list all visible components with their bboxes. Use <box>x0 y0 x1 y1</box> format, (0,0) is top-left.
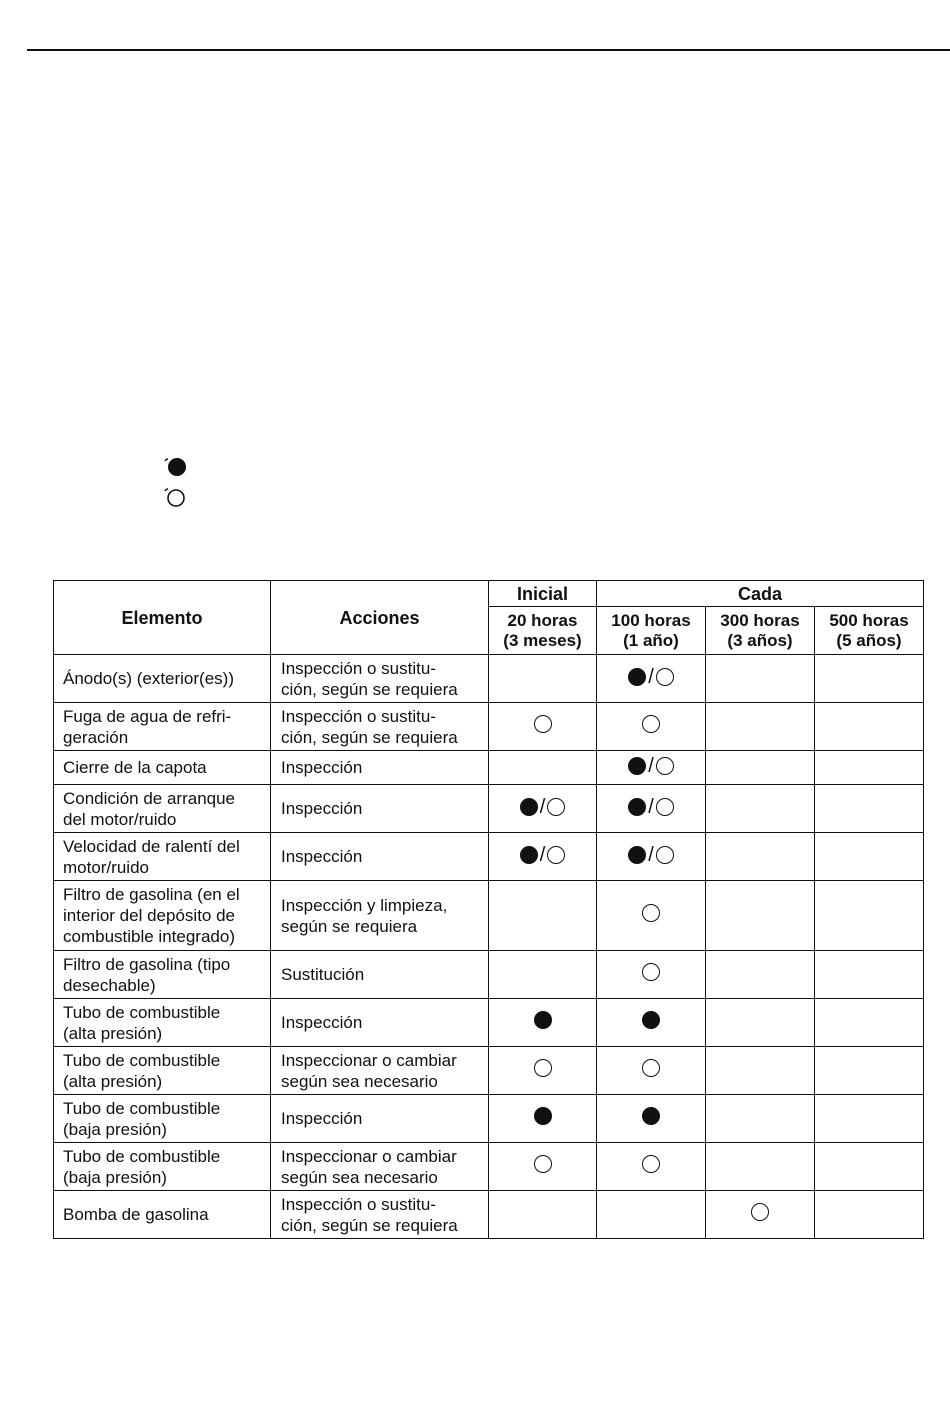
maintenance-table <box>53 580 924 1239</box>
cell-action: Inspección y limpieza, según se requiera <box>271 881 489 951</box>
cell-mark <box>815 999 924 1047</box>
cell-mark <box>597 785 706 833</box>
table-row <box>54 951 924 999</box>
cell-mark <box>489 999 597 1047</box>
cell-mark <box>815 751 924 785</box>
header-initial: Inicial <box>489 581 597 607</box>
slash-separator: / <box>648 665 654 688</box>
cell-mark <box>706 881 815 951</box>
slash-separator: / <box>539 843 546 866</box>
cell-mark <box>815 703 924 751</box>
cell-mark <box>597 1095 706 1143</box>
cell-mark <box>706 785 815 833</box>
empty-circle-icon <box>642 715 660 733</box>
cell-mark <box>815 1095 924 1143</box>
cell-mark <box>597 655 706 703</box>
cell-action: Inspección <box>271 785 489 833</box>
cell-mark <box>597 1143 706 1191</box>
filled-circle-icon <box>628 668 646 686</box>
cell-mark <box>815 951 924 999</box>
empty-circle-icon <box>160 485 190 509</box>
cell-action: Inspección o sustitu- ción, según se requiera <box>271 655 489 703</box>
empty-circle-icon <box>642 963 660 981</box>
filled-circle-icon <box>534 1107 552 1125</box>
table-row <box>54 881 924 951</box>
empty-circle-icon <box>534 1155 552 1173</box>
cell-mark <box>597 1047 706 1095</box>
cell-mark <box>489 1047 597 1095</box>
symbol-legend <box>160 452 190 512</box>
table-row <box>54 1191 924 1239</box>
empty-circle-icon <box>656 846 674 864</box>
cell-mark <box>815 1143 924 1191</box>
cell-mark <box>489 1095 597 1143</box>
cell-action: Inspeccionar o cambiar según sea necesario <box>271 1047 489 1095</box>
cell-element: Fuga de agua de refri- geración <box>54 703 271 751</box>
empty-circle-icon <box>656 757 674 775</box>
header-element: Elemento <box>54 581 271 655</box>
cell-element: Filtro de gasolina (en el interior del depósito de combustible integrado) <box>54 881 271 951</box>
cell-mark <box>489 703 597 751</box>
cell-mark <box>489 951 597 999</box>
cell-mark <box>706 1191 815 1239</box>
empty-circle-icon <box>751 1203 769 1221</box>
top-rule <box>27 49 950 51</box>
filled-circle-icon <box>628 846 646 864</box>
empty-circle-icon <box>642 1059 660 1077</box>
table-row <box>54 1047 924 1095</box>
empty-circle-icon <box>547 846 565 864</box>
cell-element: Tubo de combustible (baja presión) <box>54 1095 271 1143</box>
cell-element: Tubo de combustible (alta presión) <box>54 1047 271 1095</box>
table-row <box>54 751 924 785</box>
cell-action: Inspección <box>271 751 489 785</box>
cell-mark <box>489 881 597 951</box>
cell-element: Filtro de gasolina (tipo desechable) <box>54 951 271 999</box>
table-row <box>54 1143 924 1191</box>
legend-item-empty <box>160 482 190 512</box>
legend-item-filled <box>160 452 190 482</box>
header-period-20h: 20 horas (3 meses) <box>489 607 597 655</box>
cell-mark <box>597 833 706 881</box>
cell-mark <box>706 951 815 999</box>
cell-element: Ánodo(s) (exterior(es)) <box>54 655 271 703</box>
cell-mark <box>815 1191 924 1239</box>
filled-circle-icon <box>642 1107 660 1125</box>
table-row <box>54 1095 924 1143</box>
cell-mark <box>489 833 597 881</box>
cell-mark <box>815 833 924 881</box>
header-period-300h: 300 horas (3 años) <box>706 607 815 655</box>
cell-action: Inspección o sustitu- ción, según se requiera <box>271 703 489 751</box>
cell-mark <box>489 751 597 785</box>
header-period-500h: 500 horas (5 años) <box>815 607 924 655</box>
empty-circle-icon <box>547 798 565 816</box>
cell-action: Inspección <box>271 1095 489 1143</box>
cell-mark <box>815 785 924 833</box>
cell-mark <box>706 1143 815 1191</box>
slash-separator: / <box>648 795 654 818</box>
slash-separator: / <box>648 843 654 866</box>
empty-circle-icon <box>656 668 674 686</box>
slash-separator: / <box>539 795 546 818</box>
table-row <box>54 833 924 881</box>
cell-element: Tubo de combustible (alta presión) <box>54 999 271 1047</box>
header-actions: Acciones <box>271 581 489 655</box>
cell-element: Velocidad de ralentí del motor/ruido <box>54 833 271 881</box>
cell-mark <box>706 999 815 1047</box>
header-period-100h: 100 horas (1 año) <box>597 607 706 655</box>
cell-mark <box>597 1191 706 1239</box>
cell-action: Inspección <box>271 833 489 881</box>
cell-mark <box>597 999 706 1047</box>
filled-circle-icon <box>628 798 646 816</box>
cell-action: Inspección <box>271 999 489 1047</box>
cell-mark <box>706 751 815 785</box>
filled-circle-icon <box>534 1011 552 1029</box>
cell-mark <box>597 951 706 999</box>
cell-mark <box>706 1095 815 1143</box>
cell-mark <box>489 1143 597 1191</box>
cell-mark <box>597 751 706 785</box>
empty-circle-icon <box>642 1155 660 1173</box>
cell-mark <box>489 1191 597 1239</box>
slash-separator: / <box>648 754 654 777</box>
table-row <box>54 999 924 1047</box>
cell-action: Sustitución <box>271 951 489 999</box>
cell-element: Condición de arranque del motor/ruido <box>54 785 271 833</box>
header-every: Cada <box>597 581 924 607</box>
table-body <box>54 655 924 1239</box>
cell-mark <box>597 881 706 951</box>
cell-mark <box>489 785 597 833</box>
cell-mark <box>706 703 815 751</box>
empty-circle-icon <box>534 715 552 733</box>
filled-circle-icon <box>520 798 538 816</box>
table-row <box>54 655 924 703</box>
cell-mark <box>706 655 815 703</box>
empty-circle-icon <box>642 904 660 922</box>
empty-circle-icon <box>656 798 674 816</box>
empty-circle-icon <box>534 1059 552 1077</box>
cell-mark <box>706 1047 815 1095</box>
table-row <box>54 703 924 751</box>
cell-element: Cierre de la capota <box>54 751 271 785</box>
cell-action: Inspeccionar o cambiar según sea necesario <box>271 1143 489 1191</box>
filled-circle-icon <box>642 1011 660 1029</box>
cell-mark <box>815 655 924 703</box>
table-row <box>54 785 924 833</box>
filled-circle-icon <box>628 757 646 775</box>
cell-element: Tubo de combustible (baja presión) <box>54 1143 271 1191</box>
cell-mark <box>489 655 597 703</box>
cell-element: Bomba de gasolina <box>54 1191 271 1239</box>
filled-circle-icon <box>520 846 538 864</box>
filled-circle-icon <box>160 455 190 479</box>
cell-mark <box>815 881 924 951</box>
cell-mark <box>815 1047 924 1095</box>
cell-mark <box>597 703 706 751</box>
cell-mark <box>706 833 815 881</box>
cell-action: Inspección o sustitu- ción, según se requiera <box>271 1191 489 1239</box>
